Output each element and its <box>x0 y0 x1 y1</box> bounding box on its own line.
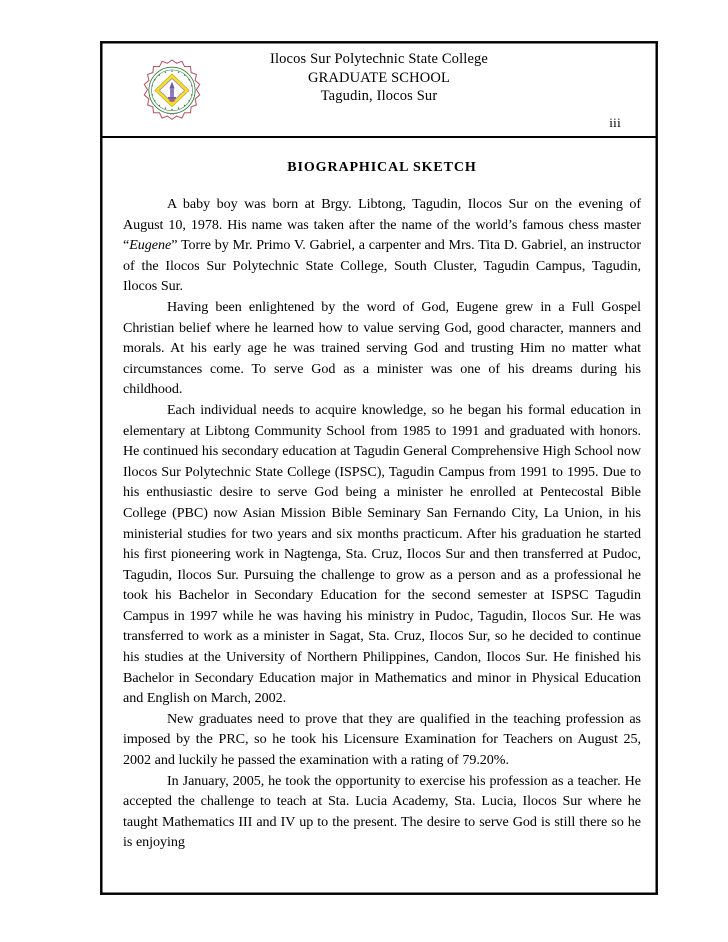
page-number: iii <box>609 115 621 130</box>
document-page <box>100 41 658 895</box>
page-header <box>101 42 657 138</box>
paragraph-teaching: In January, 2005, he took the opportunity to exercise his profession as a teacher. He accepted the challenge to teach at Sta. Lucia Academy, Sta. Lucia, Ilocos Sur where he taught Mathematics III and IV up to the present. The desire to serve God is still there so he is enjoying <box>123 772 641 851</box>
institution-name: Ilocos Sur Polytechnic State College <box>269 51 489 67</box>
page-title: BIOGRAPHICAL SKETCH <box>287 160 477 175</box>
paragraph-birth-part-1: A baby boy was born at Brgy. Libtong, Tagudin, Ilocos Sur on the evening of August 10, 1978. His name was taken after the name of the world’s famous chess master “ <box>123 196 641 254</box>
paragraph-education: Each individual needs to acquire knowledge, so he began his formal education in elementary at Libtong Community School from 1985 to 1991 and graduated with honors. He continued his secondary education at Tagudin General Comprehensive High School now Ilocos Sur Polytechnic State College (ISPSC), Tagudin Campus from 1991 to 1995. Due to his enthusiastic desire to serve God being a minister he enrolled at Pentecostal Bible College (PBC) now Asian Mission Bible Seminary San Fernando City, La Union, in his ministerial studies for two years and six months practicum. After his graduation he started his first pioneering work in Nagtenga, Sta. Cruz, Ilocos Sur and then transferred at Pudoc, Tagudin, Ilocos Sur. Pursuing the challenge to grow as a person and as a professional he took his Bachelor in Secondary Education for the second semester at ISPSC Tagudin Campus in 1997 while he was having his ministry in Pudoc, Tagudin, Ilocos Sur. He was transferred to work as a minister in Sagat, Sta. Cruz, Ilocos Sur, so he decided to continue his studies at the University of Northern Philippines, Candon, Ilocos Sur. He finished his Bachelor in Secondary Education major in Mathematics and minor in Physical Education and English on March, 2002. <box>123 401 641 707</box>
institution-heading-block <box>101 50 657 106</box>
page-body <box>101 138 657 853</box>
paragraph-birth-part-2: ” Torre by Mr. Primo V. Gabriel, a carpenter and Mrs. Tita D. Gabriel, an instructor of the Ilocos Sur Polytechnic State College, South Cluster, Tagudin Campus, Tagudin, Ilocos Sur. <box>123 237 641 295</box>
institution-location: Tagudin, Ilocos Sur <box>320 88 438 104</box>
nickname-emphasis: Eugene <box>129 237 172 254</box>
paragraph-faith: Having been enlightened by the word of God, Eugene grew in a Full Gospel Christian belief where he learned how to value serving God, good character, manners and morals. At his early age he was trained serving God and trusting Him no matter what circumstances come. To serve God as a minister was one of his dreams during his childhood. <box>123 298 641 398</box>
institution-unit: GRADUATE SCHOOL <box>307 69 451 86</box>
paragraph-birth <box>123 194 641 297</box>
paragraph-licensure: New graduates need to prove that they are qualified in the teaching profession as imposed by the PRC, so he took his Licensure Examination for Teachers on August 25, 2002 and luckily he passed the examination with a rating of 79.20%. <box>123 710 641 769</box>
